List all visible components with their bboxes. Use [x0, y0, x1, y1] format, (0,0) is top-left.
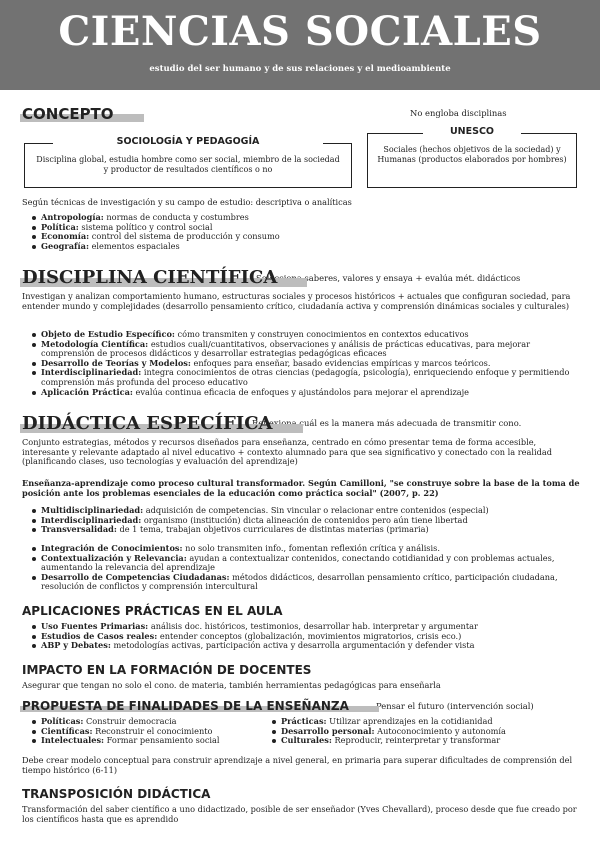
list-item-term: Desarrollo de Competencias Ciudadanas:	[41, 571, 230, 582]
list-item	[30, 368, 586, 387]
list-item-text: organismo (institución) dicta alineación de contenidos pero aún tiene libertad	[141, 514, 468, 525]
concepto-intro: Según técnicas de investigación y su campo de estudio: descriptiva o analíticas	[22, 197, 352, 207]
list-item-text: normas de conducta y costumbres	[103, 212, 249, 222]
list-item-term: Desarrollo personal:	[281, 725, 375, 736]
page-header	[0, 0, 600, 90]
list-item-text: métodos didácticos, desarrollan pensamiento crítico, participación ciudadana, resolución de conflictos y comprensión intercultural	[41, 571, 558, 592]
list-item-text: enfoques para enseñar, basado evidencias empíricas y marcos teóricos.	[190, 357, 491, 368]
list-item-term: Integración de Conocimientos:	[41, 543, 183, 553]
didactica-list-b	[30, 544, 586, 592]
section-transposicion-heading: TRANSPOSICIÓN DIDÁCTICA	[22, 787, 211, 801]
list-item-text: Formar pensamiento social	[104, 735, 220, 746]
list-item-text: sistema político y control social	[78, 221, 213, 232]
list-item-term: Objeto de Estudio Específico:	[41, 329, 175, 339]
list-item-term: Uso Fuentes Primarias:	[41, 621, 149, 631]
list-item-text: Autoconocimiento y autonomía	[374, 725, 506, 736]
list-item-text: de 1 tema, trabajan objetivos curriculares de distintas materias (primaria)	[116, 524, 429, 535]
list-item	[30, 641, 586, 651]
list-item-term: Aplicación Práctica:	[41, 386, 133, 397]
list-item-text: control del sistema de producción y consumo	[89, 231, 280, 242]
unesco-note: No engloba disciplinas	[410, 108, 507, 118]
list-item-text: Reconstruir el conocimiento	[92, 725, 213, 736]
list-item-term: ABP y Debates:	[41, 640, 111, 651]
list-item	[30, 554, 586, 573]
list-item-term: Intelectuales:	[41, 735, 105, 746]
section-disciplina-heading: DISCIPLINA CIENTÍFICA	[22, 267, 278, 288]
list-item-term: Transversalidad:	[41, 524, 117, 535]
list-item-text: ayudan a contextualizar contenidos, conectando cotidianidad y con problemas actuales, aumentando la relevancia del aprendizaje	[41, 552, 555, 573]
list-item-term: Multidisciplinariedad:	[41, 505, 144, 515]
list-item	[30, 573, 586, 592]
list-item-text: metodologías activas, participación activa y desarrolla argumentación y defender vista	[110, 640, 475, 651]
list-item-text: Utilizar aprendizajes en la cotidianidad	[326, 716, 493, 726]
list-item-text: elementos espaciales	[88, 240, 180, 251]
list-item-text: Construir democracia	[83, 716, 177, 726]
list-item-term: Interdisciplinariedad:	[41, 367, 142, 378]
list-item-text: Reproducir, reinterpretar y transformar	[331, 735, 501, 746]
propuesta-left-list	[30, 717, 280, 746]
section-aplicaciones-heading: APLICACIONES PRÁCTICAS EN EL AULA	[22, 604, 283, 618]
concepto-list	[30, 213, 590, 251]
list-item	[30, 525, 586, 535]
unesco-box-text: Sociales (hechos objetivos de la sociedad) y Humanas (productos elaborados por hombres)	[377, 145, 567, 164]
list-item	[30, 736, 280, 746]
list-item-text: entender conceptos (globalización, movimientos migratorios, crisis eco.)	[157, 630, 462, 641]
list-item-term: Contextualización y Relevancia:	[41, 552, 187, 563]
list-item	[30, 388, 586, 398]
list-item-term: Estudios de Casos reales:	[41, 630, 158, 641]
list-item-text: integra conocimientos de otras ciencias (pedagogía, psicología), enriqueciendo enfoque y permitiendo comprensión más profunda del proceso educativo	[41, 367, 570, 387]
list-item-term: Interdisciplinariedad:	[41, 514, 142, 525]
sociologia-box-text: Disciplina global, estudia hombre como ser social, miembro de la sociedad y productor de resultados científicos o no	[36, 155, 340, 174]
section-impacto-heading: IMPACTO EN LA FORMACIÓN DE DOCENTES	[22, 663, 312, 677]
unesco-box	[367, 126, 577, 188]
disciplina-intro: Investigan y analizan comportamiento humano, estructuras sociales y procesos históricos + actuales que configuran sociedad, para entender mundo y complejidades (desarrollo pensamiento crítico, ciudadanía activa y comprensión dinámicas sociales y culturales)	[22, 291, 571, 311]
list-item-term: Geografía:	[41, 240, 89, 251]
list-item-term: Culturales:	[281, 735, 332, 746]
page-subtitle: estudio del ser humano y de sus relaciones y el medioambiente	[149, 64, 451, 74]
list-item-term: Metodología Científica:	[41, 338, 149, 349]
list-item-text: adquisición de competencias. Sin vincular o relacionar entre contenidos (especial)	[143, 505, 489, 515]
camilloni-quote: Enseñanza-aprendizaje como proceso cultural transformador. Según Camilloni, "se construye sobre la base de la toma de posición ante los problemas esenciales de la educación como práctica social" (2007, p. 22)	[22, 478, 580, 498]
section-didactica-heading: DIDÁCTICA ESPECÍFICA	[22, 413, 273, 434]
list-item-text: no solo transmiten info., fomentan reflexión crítica y análisis.	[182, 543, 440, 553]
list-item-term: Desarrollo de Teorías y Modelos:	[41, 357, 191, 368]
section-propuesta-heading: PROPUESTA DE FINALIDADES DE LA ENSEÑANZA	[22, 699, 349, 713]
list-item	[30, 242, 590, 252]
list-item-term: Científicas:	[41, 725, 93, 736]
list-item	[30, 340, 586, 359]
didactica-note: Reflexiona cuál es la manera más adecuada de transmitir cono.	[252, 418, 522, 428]
list-item-text: cómo transmiten y construyen conocimientos en contextos educativos	[174, 329, 469, 339]
disciplina-list	[30, 330, 586, 397]
list-item-term: Antropología:	[41, 212, 104, 222]
list-item-text: evalúa continua eficacia de enfoques y ajustándolos para mejorar el aprendizaje	[132, 386, 470, 397]
unesco-box-title: UNESCO	[449, 126, 495, 137]
disciplina-note: Selecciona saberes, valores y ensaya + evalúa mét. didácticos	[256, 273, 521, 283]
didactica-list-a	[30, 506, 586, 535]
list-item-term: Política:	[41, 221, 79, 232]
propuesta-note: Pensar el futuro (intervención social)	[376, 701, 534, 711]
section-concepto-heading: CONCEPTO	[22, 105, 114, 123]
list-item-term: Políticas:	[41, 716, 84, 726]
list-item-text: estudios cuali/cuantitativos, observaciones y análisis de prácticas educativas, para mejorar comprensión de procesos didácticos y desarrollar estrategias pedagógicas eficaces	[41, 338, 530, 359]
list-item-text: análisis doc. históricos, testimonios, desarrollar hab. interpretar y argumentar	[148, 621, 478, 631]
sociologia-box	[24, 136, 352, 188]
sociologia-box-title: SOCIOLOGÍA Y PEDAGOGÍA	[116, 136, 260, 147]
propuesta-text: Debe crear modelo conceptual para construir aprendizaje a nivel general, en primaria para superar dificultades de comprensión del tiempo histórico (6-11)	[22, 755, 573, 775]
page-title: CIENCIAS SOCIALES	[58, 8, 542, 55]
aplicaciones-list	[30, 622, 586, 651]
transposicion-text: Transformación del saber científico a uno didactizado, posible de ser enseñador (Yves Chevallard), proceso desde que fue creado por los científicos hasta que es aprendido	[22, 804, 577, 824]
list-item	[270, 736, 580, 746]
impacto-text: Asegurar que tengan no solo el cono. de materia, también herramientas pedagógicas para enseñarla	[22, 680, 441, 690]
list-item-term: Prácticas:	[281, 716, 327, 726]
propuesta-right-list	[270, 717, 580, 746]
list-item-term: Economía:	[41, 231, 90, 242]
didactica-intro: Conjunto estrategias, métodos y recursos diseñados para enseñanza, centrado en cómo presentar tema de forma accesible, interesante y relevante adaptado al nivel educativo + contexto alumnado para que sea significativo y conectado con la realidad (planificando clases, uso tecnologías y evaluación del aprendizaje)	[22, 437, 552, 467]
